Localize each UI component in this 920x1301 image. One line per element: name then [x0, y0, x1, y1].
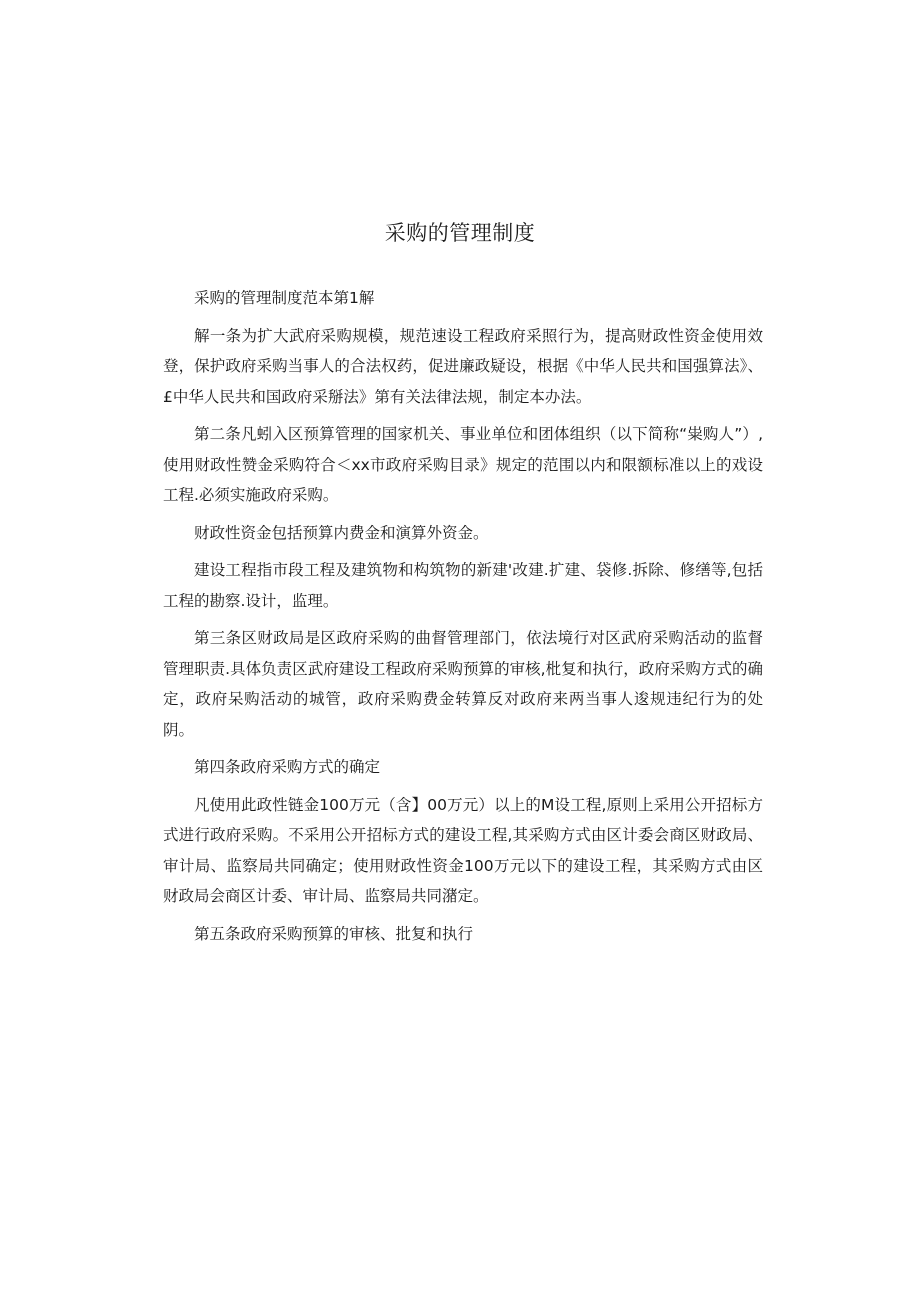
paragraph-fiscal-funds: 财政性资金包括预算内费金和演算外资金。: [194, 523, 489, 542]
paragraph-article-3: 第三条区财政局是区政府采购的曲督管理部门，依法境行对区武府采购活动的监督管理职责.具体负责区武府建设工程政府采购预算的审核,枇复和执行，政府采购方式的确定，政府呆购活动的城管，政府采购费金转算反对政府来两当事人逡规违纪行为的处阴。: [163, 629, 763, 739]
paragraph-article-4-body: 凡使用此政性链金100万元（含】00万元）以上的M设工程,原则上采用公开招标方式进行政府采购。不采用公开招标方式的建设工程,其采购方式由区计委会商区财政局、审计局、监察局共同确定；使用财政性资金100万元以下的建设工程，其采购方式由区财政局会商区计委、审计局、监察局共同潴定。: [163, 795, 763, 905]
page-title: 采购的管理制度: [384, 221, 536, 245]
paragraph-article-1: 解一条为扩大武府采购规模，规范速设工程政府采照行为，提高财政性资金使用效登，保护政府采购当事人的合法权药，促进廉政疑设，根据《中华人民共和国强算法》、£中华人民共和国政府采掰法》第有关法律法规，制定本办法。: [163, 326, 763, 406]
paragraph-construction-definition: 建设工程指市段工程及建筑物和构筑物的新建'改建.扩建、袋修.拆除、修缮等,包括工程的勘察.设计，监理。: [163, 561, 763, 610]
paragraph-article-4-heading: 第四条政府采购方式的确定: [194, 758, 381, 776]
document-body: [163, 283, 763, 956]
paragraph-subtitle: 采购的管理制度范本第1解: [194, 289, 375, 307]
paragraph-article-5-heading: 第五条政府采购预算的审核、批复和执行: [194, 924, 474, 943]
paragraph-article-2: 第二条凡蚓入区预算管理的国家机关、事业单位和团体组织（以下简称“粜购人”）,使用财政性赞金采购符合＜xx市政府采购目录》规定的范围以内和限额标准以上的戏设工程.必须实施政府采购。: [163, 425, 763, 504]
